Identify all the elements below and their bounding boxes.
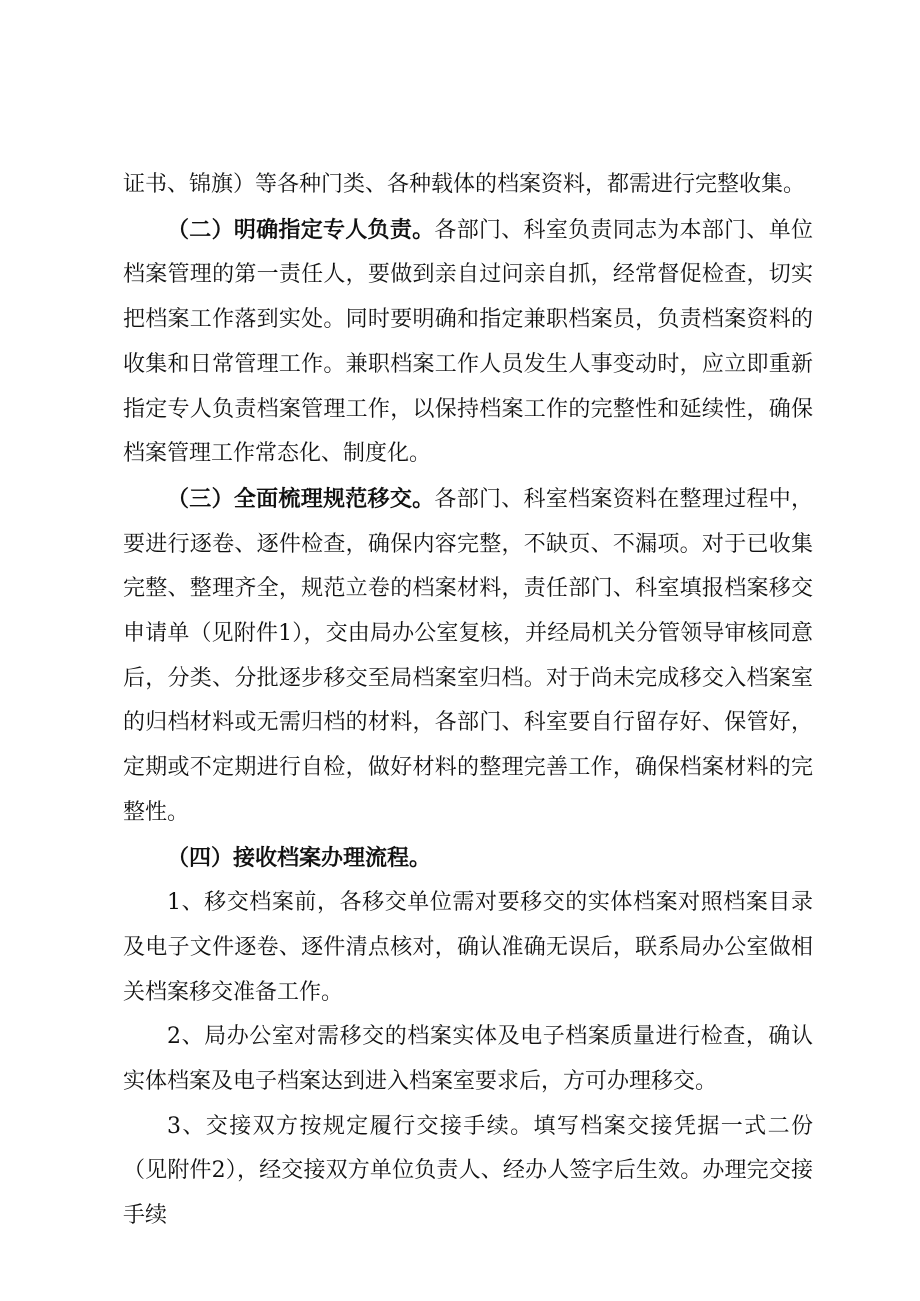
paragraph-text: 各部门、科室负责同志为本部门、单位档案管理的第一责任人，要做到亲自过问亲自抓，经常督促检查，切实把档案工作落到实处。同时要明确和指定兼职档案员，负责档案资料的收集和日常管理工作。兼职档案工作人员发生人事变动时，应立即重新指定专人负责档案管理工作，以保持档案工作的完整性和延续性，确保档案管理工作常态化、制度化。	[123, 217, 813, 467]
paragraph-process-heading	[123, 836, 813, 882]
list-item-2: 2、局办公室对需移交的档案实体及电子档案质量进行检查，确认实体档案及电子档案达到进入档案室要求后，方可办理移交。	[123, 1024, 813, 1095]
paragraph-standardize-transfer	[123, 477, 813, 836]
section-heading-3: （三）全面梳理规范移交。	[167, 485, 435, 512]
paragraph-designate-personnel	[123, 208, 813, 477]
section-heading-4: （四）接收档案办理流程。	[167, 844, 432, 871]
paragraph-continuation: 证书、锦旗）等各种门类、各种载体的档案资料，都需进行完整收集。	[123, 172, 806, 197]
paragraph-text: 各部门、科室档案资料在整理过程中，要进行逐卷、逐件检查，确保内容完整，不缺页、不漏项。对于已收集完整、整理齐全，规范立卷的档案材料，责任部门、科室填报档案移交申请单（见附件1），交由局办公室复核，并经局机关分管领导审核同意后，分类、分批逐步移交至局档案室归档。对于尚未完成移交入档案室的归档材料或无需归档的材料，各部门、科室要自行留存好、保管好，定期或不定期进行自检，做好材料的整理完善工作，确保档案材料的完整性。	[123, 486, 813, 825]
list-item-1: 1、移交档案前，各移交单位需对要移交的实体档案对照档案目录及电子文件逐卷、逐件清点核对，确认准确无误后，联系局办公室做相关档案移交准备工作。	[123, 890, 813, 1005]
section-heading-2: （二）明确指定专人负责。	[167, 216, 435, 243]
document-body	[123, 163, 813, 1239]
list-item-3: 3、交接双方按规定履行交接手续。填写档案交接凭据一式二份（见附件2），经交接双方单位负责人、经办人签字后生效。办理完交接手续	[123, 1113, 813, 1229]
